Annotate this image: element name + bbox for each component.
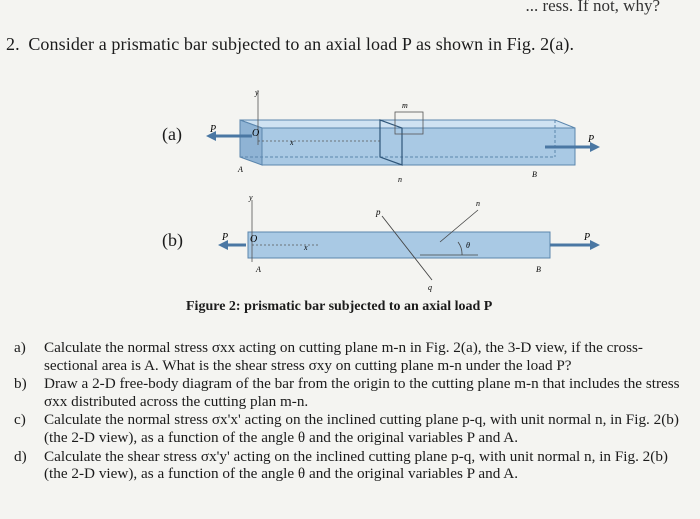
label-A-a: A	[238, 165, 243, 174]
label-y-b: y	[249, 193, 253, 202]
label-n-b: n	[476, 199, 480, 208]
part-a	[14, 339, 694, 374]
part-b-mark: b)	[14, 375, 27, 393]
label-P-left-a: P	[210, 124, 217, 135]
label-x-b: x	[304, 243, 308, 252]
label-B-b: B	[536, 265, 541, 274]
label-O-b: O	[250, 234, 258, 245]
figure-label-b: (b)	[162, 230, 183, 250]
part-a-text: Calculate the normal stress σxx acting on cutting plane m-n in Fig. 2(a), the 3-D view, if the cross-sectional area is A. What is the shear stress σxy on cutting plane m-n under the load P?	[44, 339, 643, 374]
part-d-mark: d)	[14, 447, 27, 465]
label-P-left-b: P	[222, 232, 229, 243]
figure-label-a: (a)	[162, 124, 182, 144]
part-c-text: Calculate the normal stress σx'x' acting on the inclined cutting plane p-q, with unit normal n, in Fig. 2(b) (the 2-D view), as a function of the angle θ and the original variables P and A.	[44, 411, 679, 446]
question-parts	[14, 339, 694, 484]
label-P-right-a: P	[588, 134, 595, 145]
part-a-mark: a)	[14, 339, 26, 356]
label-q-b: q	[428, 283, 432, 292]
figure-caption: Figure 2: prismatic bar subjected to an axial load P	[186, 299, 493, 314]
label-O-a: O	[252, 128, 260, 139]
part-b-text: Draw a 2-D free-body diagram of the bar from the origin to the cutting plane m-n that includes the stress σxx distributed across the cutting plan m-n.	[44, 375, 680, 410]
bar-2d	[218, 200, 600, 280]
part-b	[14, 375, 694, 410]
part-c	[14, 411, 694, 446]
bar-3d-front-face	[240, 120, 262, 165]
label-theta-b: θ	[466, 241, 470, 250]
label-m-a: m	[402, 101, 408, 110]
part-d-text: Calculate the shear stress σx'y' acting on the inclined cutting plane p-q, with unit normal n, in Fig. 2(b) (the 2-D view), as a function of the angle θ and the original variables P and A.	[44, 447, 668, 483]
bar-3d-top-face	[240, 120, 575, 128]
question-number: 2.	[6, 34, 20, 54]
part-d	[14, 448, 694, 483]
label-y-a: y	[255, 88, 259, 97]
label-p-b: p	[376, 207, 381, 217]
label-B-a: B	[532, 170, 537, 179]
question-text: Consider a prismatic bar subjected to an axial load P as shown in Fig. 2(a).	[28, 34, 575, 54]
label-P-right-b: P	[584, 232, 591, 243]
label-x-a: x	[290, 138, 294, 147]
label-n-a: n	[398, 175, 402, 184]
bar-3d-side-face	[262, 128, 575, 165]
top-text-fragment: ... ress. If not, why?	[525, 0, 660, 15]
part-c-mark: c)	[14, 411, 26, 429]
label-A-b: A	[256, 265, 261, 274]
